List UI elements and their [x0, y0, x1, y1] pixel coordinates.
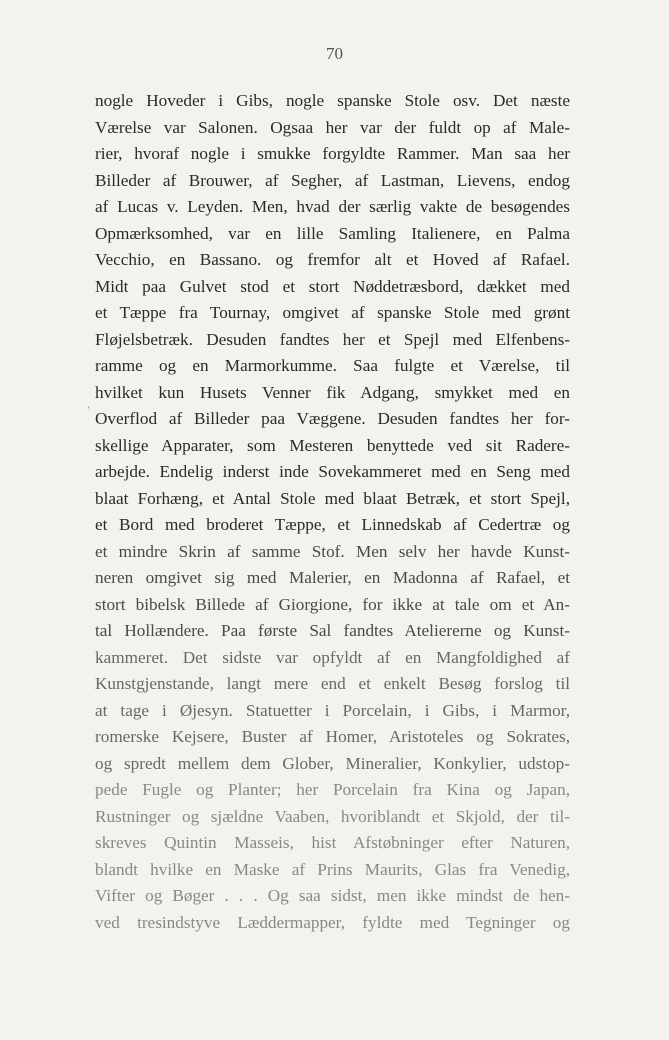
text-line: et Tæppe fra Tournay, omgivet af spanske Stole med grønt [95, 303, 570, 322]
text-line: af Lucas v. Leyden. Men, hvad der særlig vakte de besøgendes [95, 197, 570, 216]
text-line: blaat Forhæng, et Antal Stole med blaat Betræk, et stort Spejl, [95, 488, 570, 508]
text-line: blandt hvilke en Maske af Prins Maurits, Glas fra Venedig, [95, 859, 570, 879]
text-line: Billeder af Brouwer, af Segher, af Lastman, Lievens, endog [95, 170, 570, 190]
text-line: hvilket kun Husets Venner fik Adgang, smykket med en [95, 382, 570, 402]
text-line: pede Fugle og Planter; her Porcelain fra Kina og Japan, [95, 780, 570, 799]
text-line: Kunstgjenstande, langt mere end et enkelt Besøg forslog til [95, 674, 570, 693]
text-line: ved tresindstyve Læddermapper, fyldte med Tegninger og [95, 912, 570, 932]
text-line: skreves Quintin Masseis, hist Afstøbninger efter Naturen, [95, 833, 570, 852]
text-line: Midt paa Gulvet stod et stort Nøddetræsbord, dækket med [95, 276, 570, 296]
text-line: et mindre Skrin af samme Stof. Men selv her havde Kunst- [95, 541, 570, 561]
text-line: Vecchio, en Bassano. og fremfor alt et Hoved af Rafael. [95, 250, 570, 269]
text-line: nogle Hoveder i Gibs, nogle spanske Stole osv. Det næste [95, 91, 570, 110]
body-text [95, 88, 570, 936]
text-line: neren omgivet sig med Malerier, en Madonna af Rafael, et [95, 568, 570, 587]
text-line: ramme og en Marmorkumme. Saa fulgte et Værelse, til [95, 356, 570, 375]
text-line: stort bibelsk Billede af Giorgione, for ikke at tale om et An- [95, 594, 570, 614]
text-line: Rustninger og sjældne Vaaben, hvoriblandt et Skjold, der til- [95, 806, 570, 826]
text-line: tal Hollændere. Paa første Sal fandtes Ateliererne og Kunst- [95, 621, 570, 640]
text-line: Overflod af Billeder paa Væggene. Desuden fandtes her for- [95, 409, 570, 428]
text-line: rier, hvoraf nogle i smukke forgyldte Rammer. Man saa her [95, 144, 570, 163]
text-line: Opmærksomhed, var en lille Samling Italienere, en Palma [95, 223, 570, 243]
text-line: Fløjelsbetræk. Desuden fandtes her et Spejl med Elfenbens- [95, 329, 570, 349]
text-line: et Bord med broderet Tæppe, et Linnedskab af Cedertræ og [95, 515, 570, 534]
text-line: romerske Kejsere, Buster af Homer, Aristoteles og Sokrates, [95, 727, 570, 746]
margin-mark: ʻ [87, 405, 91, 416]
text-line: og spredt mellem dem Glober, Mineralier, Konkylier, udstop- [95, 753, 570, 773]
text-line: skellige Apparater, som Mesteren benyttede ved sit Radere- [95, 435, 570, 455]
text-line: arbejde. Endelig inderst inde Sovekammeret med en Seng med [95, 462, 570, 481]
text-line: at tage i Øjesyn. Statuetter i Porcelain, i Gibs, i Marmor, [95, 700, 570, 720]
page-number: 70 [326, 44, 343, 63]
text-line: Værelse var Salonen. Ogsaa her var der fuldt op af Male- [95, 117, 570, 137]
text-line: kammeret. Det sidste var opfyldt af en Mangfoldighed af [95, 647, 570, 667]
text-line: Vifter og Bøger . . . Og saa sidst, men ikke mindst de hen- [95, 886, 570, 905]
